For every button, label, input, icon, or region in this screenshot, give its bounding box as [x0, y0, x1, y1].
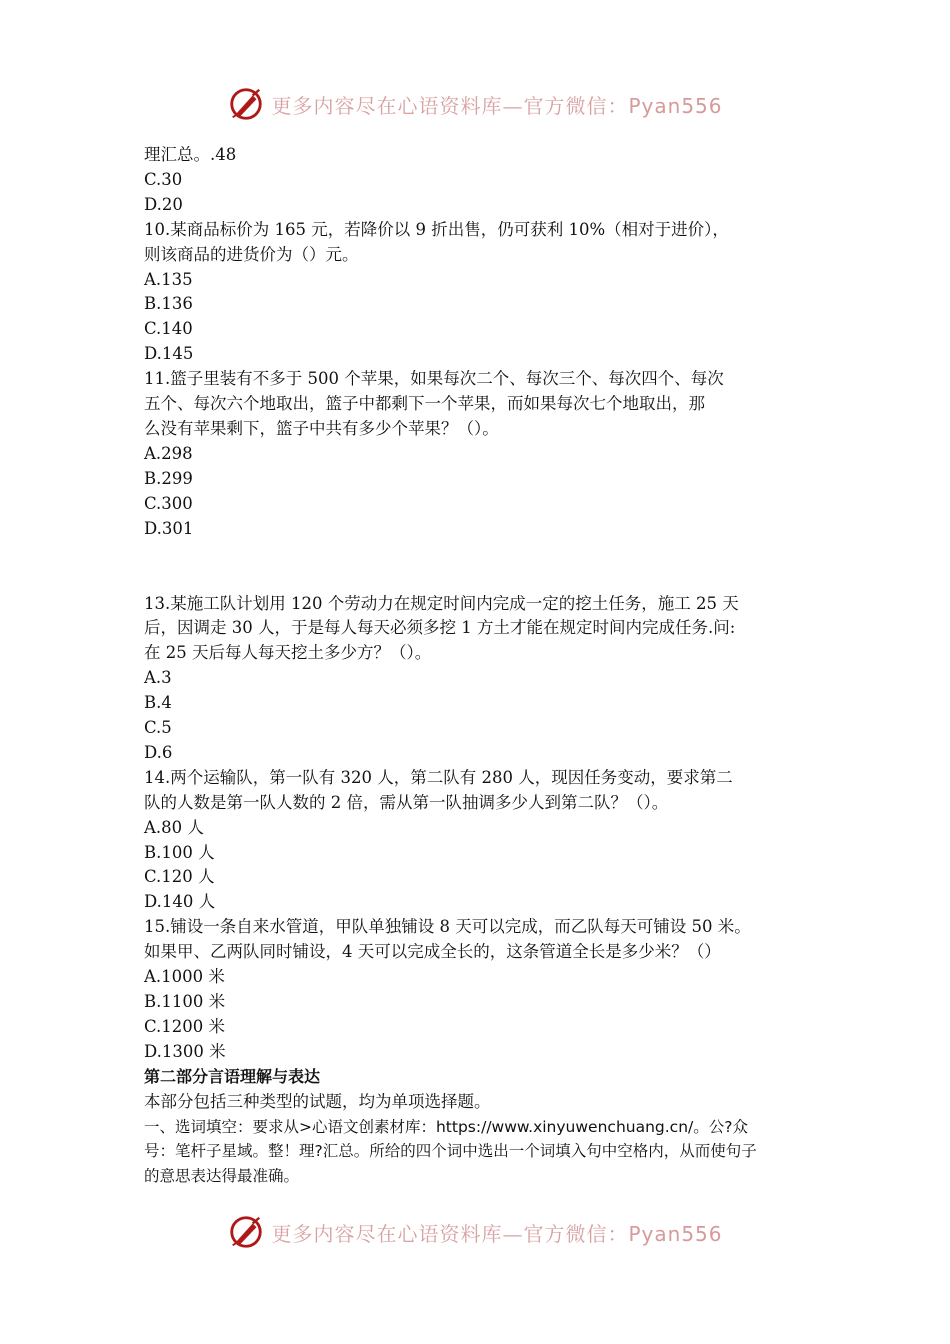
- question-11: 11.篮子里装有不多于 500 个苹果，如果每次二个、每次三个、每次四个、每次: [144, 369, 724, 389]
- option-line: D.140 人: [144, 892, 216, 912]
- wechat-id: Pyan556: [628, 93, 723, 118]
- option-line: B.1100 米: [144, 992, 226, 1011]
- header-banner: [0, 82, 950, 126]
- question-11-cont: 五个、每次六个地取出，篮子中都剩下一个苹果，而如果每次七个地取出，那: [144, 394, 705, 414]
- section-intro: 本部分包括三种类型的试题，均为单项选择题。: [144, 1091, 491, 1111]
- question-14: 14.两个运输队，第一队有 320 人，第二队有 280 人，现因任务变动，要求第二: [144, 767, 733, 787]
- footer-banner: [0, 1210, 950, 1254]
- option-line: C.300: [144, 493, 193, 513]
- wechat-id: Pyan556: [628, 1221, 723, 1246]
- option-line: D.20: [144, 194, 183, 214]
- option-line: A.80 人: [144, 817, 204, 837]
- option-line: C.5: [144, 718, 172, 738]
- option-line: B.100 人: [144, 842, 215, 862]
- pen-logo-icon: [227, 1213, 265, 1251]
- question-13: 13.某施工队计划用 120 个劳动力在规定时间内完成一定的挖土任务，施工 25 天: [144, 593, 739, 613]
- option-line: C.1200 米: [144, 1016, 226, 1036]
- document-body: [144, 143, 814, 1189]
- option-line: C.30: [144, 169, 183, 189]
- instruction-line: 的意思表达得最准确。: [144, 1167, 300, 1186]
- option-line: B.4: [144, 693, 172, 713]
- question-10: 10.某商品标价为 165 元，若降价以 9 折出售，仍可获利 10%（相对于进价），: [144, 219, 729, 239]
- question-15-cont: 如果甲、乙两队同时铺设，4 天可以完成全长的，这条管道全长是多少米？（）: [144, 942, 721, 962]
- question-11-cont: 么没有苹果剩下，篮子中共有多少个苹果？（）。: [144, 418, 499, 438]
- option-line: A.1000 米: [144, 967, 225, 987]
- option-line: C.140: [144, 319, 193, 339]
- option-line: D.301: [144, 518, 194, 538]
- option-line: A.3: [144, 668, 172, 688]
- banner-text: 更多内容尽在心语资料库—官方微信：Pyan556: [271, 93, 723, 118]
- option-line: A.135: [144, 269, 193, 289]
- option-line: D.145: [144, 344, 194, 364]
- blank-gap: [144, 542, 814, 592]
- question-14-cont: 队的人数是第一队人数的 2 倍，需从第一队抽调多少人到第二队？（）。: [144, 792, 669, 812]
- question-15: 15.铺设一条自来水管道，甲队单独铺设 8 天可以完成，而乙队每天可铺设 50 米。: [144, 917, 751, 937]
- question-13-cont: 在 25 天后每人每天挖土多少方？（）。: [144, 643, 432, 663]
- option-line: D.1300 米: [144, 1041, 226, 1061]
- option-line: C.120 人: [144, 867, 215, 887]
- option-line: B.299: [144, 468, 193, 488]
- question-10-cont: 则该商品的进货价为（）元。: [144, 244, 359, 264]
- option-line: A.298: [144, 443, 193, 463]
- banner-text: 更多内容尽在心语资料库—官方微信：Pyan556: [271, 1221, 723, 1246]
- question-13-cont: 后，因调走 30 人，于是每人每天必须多挖 1 方土才能在规定时间内完成任务.问:: [144, 618, 736, 638]
- option-line: B.136: [144, 294, 193, 314]
- instruction-line: 号：笔杆子星域。整！理?汇总。所给的四个词中选出一个词填入句中空格内，从而使句子: [144, 1142, 757, 1161]
- section-heading: 第二部分言语理解与表达: [144, 1066, 321, 1086]
- pen-logo-icon: [227, 85, 265, 123]
- text-line: 理汇总。.48: [144, 145, 237, 164]
- instruction-line: 一、选词填空：要求从>心语文创素材库：https://www.xinyuwenchuang.cn/。公?众: [144, 1117, 748, 1136]
- option-line: D.6: [144, 742, 173, 762]
